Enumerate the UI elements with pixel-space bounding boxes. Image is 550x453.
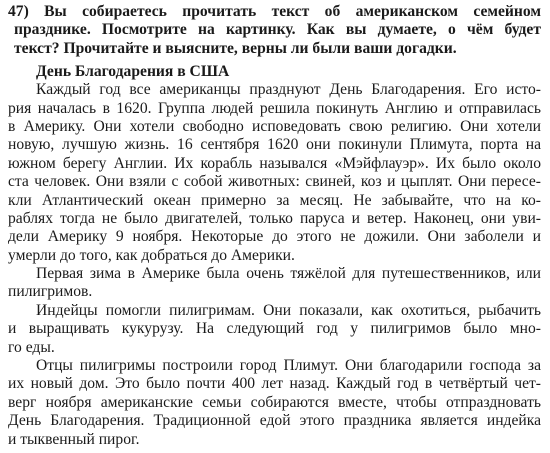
text-line: Первая зима в Америке была очень тяжёлой для путешественников, или xyxy=(36,265,541,283)
text-line: дели Америку 9 ноября. Некоторые до этого не дожили. Они заболели и xyxy=(8,228,541,246)
task-line: текст? Прочитайте и выясните, верны ли были ваши догадки. xyxy=(14,39,457,57)
text-line: ста человек. Они взяли с собой животных: свиней, коз и цыплят. Они пересе- xyxy=(8,173,541,191)
text-line: День Благодарения. Традиционной едой этого праздника является индейка xyxy=(8,412,541,430)
paragraph-indians xyxy=(8,302,541,357)
task-line: 47) Вы собираетесь прочитать текст об американском семейном xyxy=(8,3,541,20)
text-line: новую, лучшую жизнь. 16 сентября 1620 они покинули Плимута, порта на xyxy=(8,136,541,154)
text-line: верг ноября американские семьи собираются вместе, чтобы отпраздновать xyxy=(8,393,541,411)
text-line: их новый дом. Это было почти 400 лет назад. Каждый год в четвёртый чет- xyxy=(8,375,541,393)
text-line: и тыквенный пирог. xyxy=(8,430,140,448)
paragraph-plymouth xyxy=(8,357,541,449)
text-line: рия началась в 1620. Группа людей решила покинуть Англию и отправилась xyxy=(8,99,541,117)
text-line: Каждый год все американцы празднуют День Благодарения. Его исто- xyxy=(36,81,541,99)
task-line: празднике. Посмотрите на картинку. Как вы думаете, о чём будет xyxy=(14,21,541,39)
text-line: в Америку. Они хотели свободно исповедовать свою религию. Они хотели xyxy=(8,117,541,135)
task-instructions xyxy=(8,3,541,58)
text-heading: День Благодарения в США xyxy=(36,63,230,81)
reading-text xyxy=(8,81,541,449)
text-line: и выращивать кукурузу. На следующий год у пилигримов было мно- xyxy=(8,320,541,338)
text-line: умерли до того, как добраться до Америки. xyxy=(8,246,295,264)
paragraph-first-winter xyxy=(8,265,541,302)
paragraph-history xyxy=(8,81,541,265)
text-line: Индейцы помогли пилигримам. Они показали, как охотиться, рыбачить xyxy=(36,301,541,319)
text-line: кли Атлантический океан примерно за месяц. Не забывайте, что на ко- xyxy=(8,191,541,209)
text-line: раблях тогда не было двигателей, только паруса и ветер. Наконец, они уви- xyxy=(8,209,541,227)
text-line: пилигримов. xyxy=(8,283,93,301)
text-line: го еды. xyxy=(8,338,55,356)
text-line: южном берегу Англии. Их корабль назывался «Мэйфлауэр». Их было около xyxy=(8,154,541,172)
text-line: Отцы пилигримы построили город Плимут. Они благодарили господа за xyxy=(36,357,541,375)
